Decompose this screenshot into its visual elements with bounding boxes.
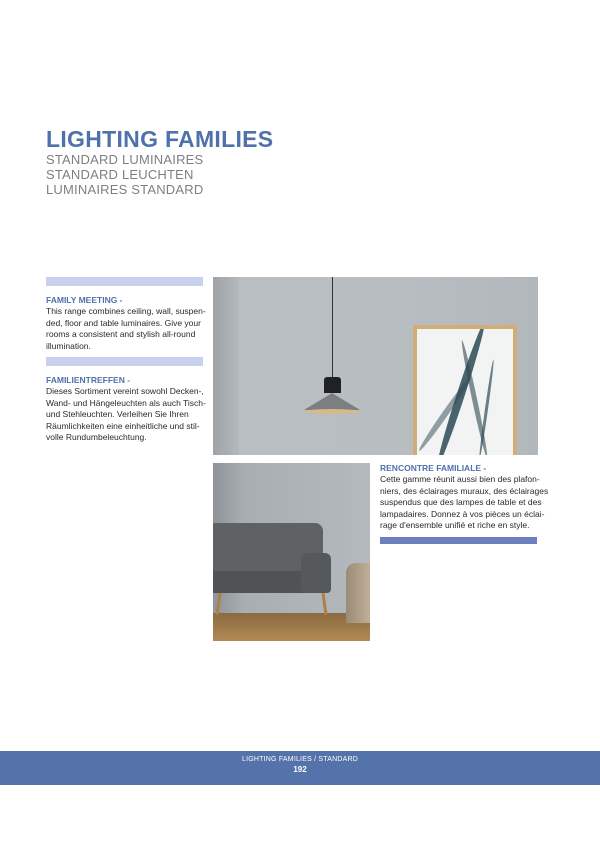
text-line: illumination. [46, 340, 91, 351]
footer-band [0, 751, 600, 785]
text-line: suspendus que des lampes de table et des [380, 497, 542, 507]
text-line: lampadaires. Donnez à vos pièces un éclai- [380, 508, 545, 519]
text-line: Räumlichkeiten eine einheitliche und stil- [46, 420, 200, 431]
text-line: rooms a consistent and stylish all-round [46, 329, 196, 339]
text-line: und Stehleuchten. Verleihen Sie Ihren [46, 409, 189, 419]
section-heading-de: FAMILIENTREFFEN - [46, 375, 131, 385]
text-line: This range combines ceiling, wall, suspen- [46, 306, 206, 316]
text-line: ded, floor and table luminaires. Give your [46, 317, 201, 328]
armchair-photo [213, 463, 370, 641]
section-divider-bar [380, 537, 537, 544]
subtitle-de: STANDARD LEUCHTEN [46, 167, 194, 182]
section-heading-en: FAMILY MEETING - [46, 295, 123, 305]
subtitle-en: STANDARD LUMINAIRES [46, 152, 204, 167]
text-line: Wand- und Hängeleuchten als auch Tisch- [46, 397, 206, 408]
section-divider-bar [46, 277, 203, 286]
wall-art-frame [413, 325, 517, 455]
pendant-lamp-photo [213, 277, 538, 455]
text-line: rage d'ensemble unifié et riche en style. [380, 520, 530, 530]
text-line: niers, des éclairages muraux, des éclairages [380, 485, 549, 496]
section-text-de [46, 386, 206, 444]
page-number: 192 [293, 765, 307, 774]
section-text-en [46, 306, 206, 352]
footer-title: LIGHTING FAMILIES / STANDARD [242, 756, 358, 763]
text-line: volle Rundumbeleuchtung. [46, 432, 147, 442]
section-text-fr [380, 474, 548, 532]
section-heading-fr: RENCONTRE FAMILIALE - [380, 463, 487, 473]
page-title: LIGHTING FAMILIES [46, 126, 274, 152]
text-line: Dieses Sortiment vereint sowohl Decken-, [46, 386, 204, 396]
text-line: Cette gamme réunit aussi bien des plafon- [380, 474, 540, 484]
section-divider-bar [46, 357, 203, 366]
subtitle-fr: LUMINAIRES STANDARD [46, 182, 204, 197]
